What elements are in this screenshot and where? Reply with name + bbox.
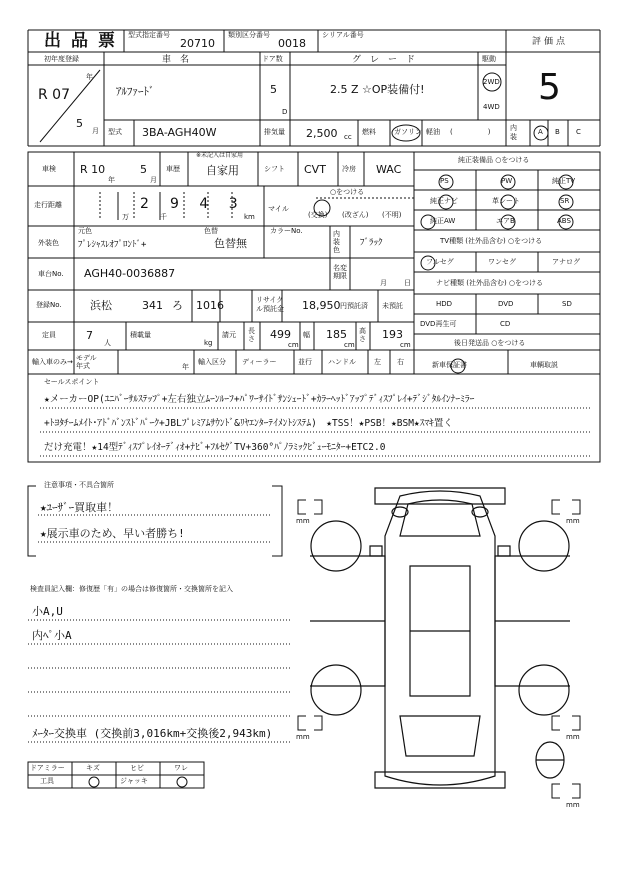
chassis-value: AGH40-0036887: [84, 267, 176, 280]
capacity-value: 7: [86, 329, 93, 342]
width-value: 185: [326, 328, 347, 341]
equip-sr: SR: [560, 197, 570, 205]
interior-label: 内装: [510, 124, 517, 141]
equip-navi: 純正ナビ: [430, 197, 458, 205]
grade-value: 2.5 Z ☆OP装備付!: [330, 83, 425, 96]
tools-crack: ヒビ: [130, 764, 144, 772]
category-label: 類別区分番号: [228, 31, 270, 39]
shift-label: シフト: [264, 165, 285, 173]
sales-line-3: だけ充電！★14型ﾃﾞｨｽﾌﾟﾚｲｵｰﾃﾞｨｵ+ﾅﾋﾞ+ﾌﾙｾｸﾞTV+360°ﾊﾟﾉﾗﾐｯｸﾋﾞｭｰﾓﾆﾀｰ+ETC2.0: [44, 442, 386, 453]
recycle-unpaid: 未預託: [382, 302, 403, 310]
reg-num: 341: [142, 299, 163, 312]
notes-label: 注意事項・不具合箇所: [44, 481, 114, 489]
ac-value: WAC: [376, 163, 402, 176]
car-name: ｱﾙﾌｧｰﾄﾞ: [116, 85, 155, 98]
navi-dvd-play: DVD再生可: [420, 320, 457, 328]
shaken-year: R 10: [80, 163, 106, 176]
import-parallel: 並行: [298, 358, 312, 366]
equip-abs: ABS: [557, 217, 571, 225]
model-year-unit: 年: [182, 363, 189, 371]
equipment-header: 純正装備品 ○をつける: [458, 156, 530, 164]
navi-header: ナビ種類 (社外品含む) ○をつける: [436, 279, 544, 287]
tv-analog: アナログ: [552, 258, 580, 266]
tools-tool: 工具: [40, 777, 54, 785]
drive-4wd: 4WD: [483, 103, 500, 111]
width-label: 幅: [303, 331, 310, 339]
model-value: 3BA-AGH40W: [142, 126, 217, 139]
category: 0018: [278, 37, 306, 50]
equip-ps: PS: [440, 177, 449, 185]
mm-label-rear-right: mm: [566, 733, 580, 741]
tv-fullseg: フルセグ: [426, 258, 454, 266]
mm-label-spare: mm: [566, 801, 580, 809]
cc-unit: cc: [344, 133, 352, 141]
chassis-label: 車台No.: [38, 270, 64, 278]
mileage-label: 走行距離: [34, 201, 62, 209]
interior-c: C: [576, 128, 581, 136]
shaken-month-unit: 月: [150, 176, 157, 184]
history-note: ※未記入は自家用: [196, 152, 244, 159]
fuel-other: ( ): [450, 128, 491, 136]
length-label: 長さ: [248, 327, 255, 343]
navi-sd: SD: [562, 300, 572, 308]
docs-header: 後日発送品 ○をつける: [454, 339, 526, 347]
handle-left: 左: [374, 358, 381, 366]
thousand-unit: 千: [160, 213, 167, 221]
rating-label: 評価点: [532, 37, 569, 47]
displacement-value: 2,500: [306, 127, 338, 140]
tv-oneseg: ワンセグ: [488, 258, 516, 266]
recycle-label: リサイクル預託金: [256, 296, 284, 313]
doors-value: 5: [270, 83, 277, 96]
reg-label: 登録No.: [36, 301, 62, 309]
form-title: 出品票: [44, 31, 125, 51]
color-no-label: カラーNo.: [270, 227, 303, 235]
navi-hdd: HDD: [436, 300, 453, 308]
bill-label: 請元: [222, 331, 236, 339]
unknown-label: (不明): [382, 211, 402, 219]
name-change-month: 月: [380, 279, 387, 287]
doors-label: ドア数: [262, 55, 283, 63]
model-designation-label: 型式指定番号: [128, 31, 170, 39]
history-value: 自家用: [206, 164, 239, 177]
reg-kana: ろ: [172, 299, 183, 312]
shaken-label: 車検: [42, 165, 56, 173]
inspector-label: 検査員記入欄：修復歴「有」の場合は修復箇所・交換箇所を記入: [30, 585, 233, 593]
notes-line-1: ★ﾕｰｻﾞｰ買取車！: [40, 501, 119, 514]
mileage-check: ○をつける: [330, 188, 365, 196]
interior-color: ﾌﾞﾗｯｸ: [360, 238, 383, 248]
displacement-label: 排気量: [264, 128, 285, 136]
year-unit: 年: [86, 73, 93, 81]
docs-manual: 車輌取説: [530, 361, 558, 369]
inspector-line-2: 内ﾍﾟ小A: [32, 629, 72, 642]
inspector-line-6: ﾒｰﾀｰ交換車 (交換前3,016km+交換後2,943km): [32, 727, 273, 740]
length-unit: cm: [288, 341, 299, 349]
first-reg-label: 初年度登録: [44, 55, 79, 63]
length-value: 499: [270, 328, 291, 341]
first-reg-era: R 07: [38, 87, 70, 103]
color-change-value: 色替無: [214, 237, 247, 250]
tools-break: ワレ: [174, 764, 188, 772]
name-change-day: 日: [404, 279, 411, 287]
exterior-label: 外装色: [38, 239, 59, 247]
reg-serial: 1016: [196, 299, 224, 312]
equip-leather: 革シート: [492, 197, 520, 205]
shaken-month: 5: [140, 163, 147, 176]
sales-line-1: ★メーカーOP(ﾕﾆﾊﾞｰｻﾙｽﾃｯﾌﾟ+左右独立ﾑｰﾝﾙｰﾌ+ﾊﾟﾜｰｻｲﾄﾞｻﾝｼｪｰﾄﾞ+ｶﾗｰﾍｯﾄﾞｱｯﾌﾟﾃﾞｨｽﾌﾟﾚｲ+ﾃﾞｼﾞﾀﾙｲﾝﾅｰﾐﾗｰ: [44, 394, 475, 405]
model-designation: 20710: [180, 37, 215, 50]
shaken-year-unit: 年: [108, 176, 115, 184]
capacity-unit: 人: [104, 339, 111, 347]
equip-airbag: エアB: [496, 217, 515, 225]
ac-label: 冷房: [342, 165, 356, 173]
height-unit: cm: [400, 341, 411, 349]
mm-label-rear-left: mm: [296, 733, 310, 741]
interior-a: A: [538, 128, 543, 136]
diesel-label: 軽油: [426, 128, 440, 136]
sales-line-2: +ﾄﾖﾀﾁｰﾑﾒｲﾄ･ｱﾄﾞﾊﾞﾝｽﾄﾞﾊﾟｰｸ+JBLﾌﾟﾚﾐｱﾑｻｳﾝﾄﾞ&ﾘﾔｴﾝﾀｰﾃｲﾒﾝﾄｼｽﾃﾑ) ★TSS！★PSB！★BSM★ｽﾏｷ置く: [44, 418, 453, 429]
load-unit: kg: [204, 339, 213, 347]
handle-right: 右: [397, 358, 404, 366]
first-reg-month: 5: [76, 117, 83, 130]
color-change-label: 色替: [204, 227, 218, 235]
load-label: 積載量: [130, 331, 151, 339]
navi-cd: CD: [500, 320, 511, 328]
shift-value: CVT: [304, 163, 326, 176]
model-label: 型式: [108, 128, 122, 136]
tv-header: TV種類 (社外品含む) ○をつける: [440, 237, 543, 245]
height-value: 193: [382, 328, 403, 341]
serial-label: シリアル番号: [322, 31, 364, 39]
navi-dvd: DVD: [498, 300, 514, 308]
mile-label: マイル: [268, 205, 289, 213]
exchanged-label: (交換): [308, 211, 328, 219]
drive-label: 駆動: [482, 55, 496, 63]
mileage-rest: 9 4 3: [170, 196, 246, 212]
fuel-value: ガソリン: [394, 128, 422, 136]
drive-2wd: 2WD: [483, 78, 500, 86]
modified-label: (改ざん): [342, 211, 369, 219]
equip-tv: 純正TV: [552, 177, 576, 185]
interior-b: B: [555, 128, 560, 136]
orig-color-label: 元色: [78, 227, 92, 235]
car-diagram: [290, 476, 590, 806]
tools-scratch: キズ: [86, 764, 100, 772]
handle-label: ハンドル: [328, 358, 356, 366]
import-label: 輸入車のみ→: [32, 358, 73, 366]
equip-aw: 純正AW: [430, 217, 456, 225]
docs-warranty: 新車保証書: [432, 361, 467, 369]
rating-value: 5: [538, 67, 561, 108]
recycle-unit: 円預託済: [340, 302, 368, 310]
tools-jack: ジャッキ: [120, 777, 148, 785]
inspector-line-1: 小A,U: [32, 605, 63, 618]
mm-label-front-right: mm: [566, 517, 580, 525]
model-year-label: モデル年式: [76, 354, 97, 370]
door-type: D: [282, 108, 288, 116]
tools-door-mirror: ドアミラー: [30, 764, 65, 772]
grade-label: グ レ ー ド: [352, 55, 416, 65]
interior-color-label: 内装色: [333, 230, 340, 254]
name-change-label: 名変期限: [333, 264, 347, 280]
capacity-label: 定員: [42, 331, 56, 339]
man-unit: 万: [122, 213, 129, 221]
import-type-label: 輸入区分: [198, 358, 226, 366]
history-label: 車歴: [166, 165, 180, 173]
height-label: 高さ: [359, 327, 366, 343]
fuel-label: 燃料: [362, 128, 376, 136]
mm-label-front-left: mm: [296, 517, 310, 525]
width-unit: cm: [344, 341, 355, 349]
reg-place: 浜松: [90, 299, 112, 312]
month-unit: 月: [92, 127, 99, 135]
sales-label: セールスポイント: [44, 378, 100, 386]
equip-pw: PW: [501, 177, 513, 185]
car-name-label: 車 名: [162, 55, 190, 65]
import-dealer: ディーラー: [242, 358, 277, 366]
notes-line-2: ★展示車のため、早い者勝ち!: [40, 527, 185, 540]
recycle-amount: 18,950: [302, 299, 341, 312]
km-unit: km: [244, 213, 255, 221]
mileage-man: 2: [140, 196, 149, 212]
exterior-color: ﾌﾟﾚｼｬｽﾚｵﾌﾟﾛﾝﾄﾞ+: [78, 240, 147, 250]
